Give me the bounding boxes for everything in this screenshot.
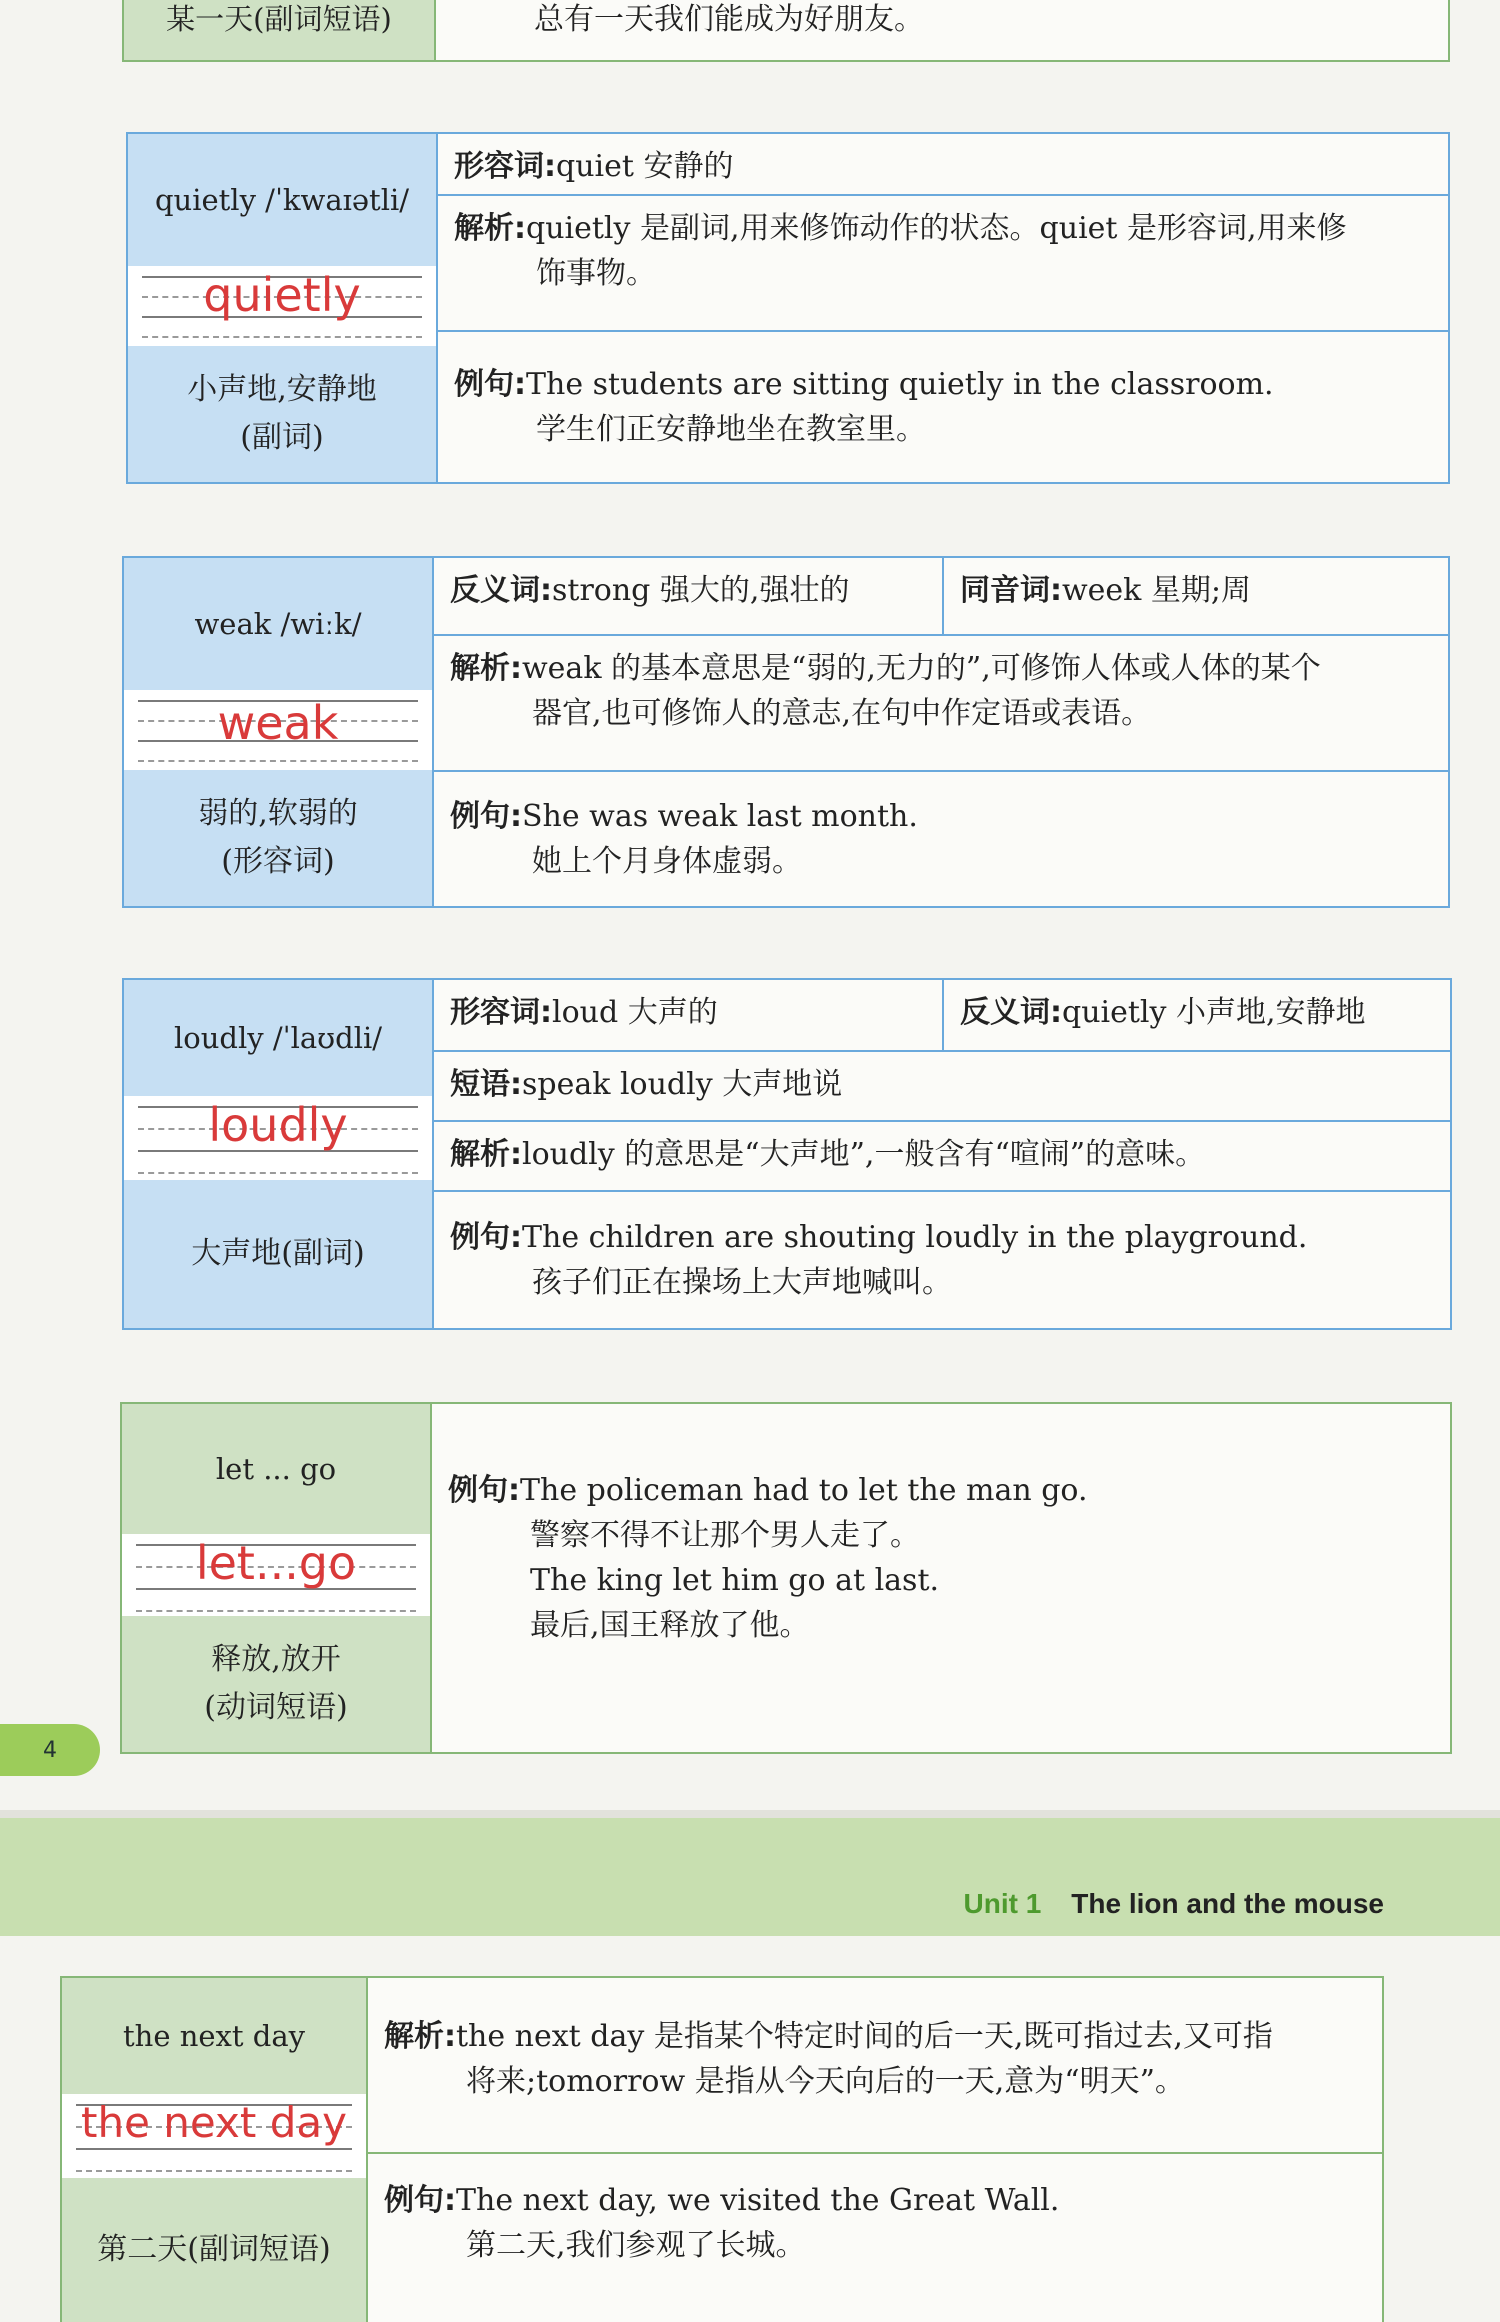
handwriting-lines [128, 266, 436, 346]
entry-the-next-day [60, 1976, 1384, 2322]
page-number: 4 [0, 1724, 100, 1776]
row-example: 例句:The policeman had to let the man go. 警察不得不让那个男人走了。 The king let him go at last. 最后,国王释放了他。 [448, 1473, 1088, 1643]
entry-let-go [120, 1402, 1452, 1754]
handwriting-lines [124, 1096, 432, 1180]
row-analysis: 解析:loudly 的意思是“大声地”,一般含有“喧闹”的意味。 [434, 1122, 1450, 1192]
row-antonym-homophone: 反义词:strong 强大的,强壮的 同音词:week 星期;周 [434, 558, 1448, 636]
entry-weak [122, 556, 1450, 908]
unit-title: The lion and the mouse [1071, 1888, 1384, 1919]
entry-word: loudly /ˈlaʊdli/ [124, 980, 432, 1096]
row-example: 例句:She was weak last month. 她上个月身体虚弱。 [450, 799, 918, 879]
row-analysis: 解析:weak 的基本意思是“弱的,无力的”,可修饰人体或人体的某个 器官,也可修饰人的意志,在句中作定语或表语。 [434, 636, 1448, 772]
row-analysis: 解析:the next day 是指某个特定时间的后一天,既可指过去,又可指 将来;tomorrow 是指从今天向后的一天,意为“明天”。 [368, 1978, 1382, 2154]
fragment-sentence: 总有一天我们能成为好朋友。 [534, 2, 924, 37]
entry-meaning: 释放,放开 (动词短语) [122, 1616, 430, 1752]
entry-quietly [126, 132, 1450, 484]
unit-label: Unit 1 [963, 1888, 1042, 1919]
entry-meaning: 大声地(副词) [124, 1180, 432, 1328]
page-5 [0, 1818, 1500, 2322]
previous-entry-fragment [122, 0, 1450, 62]
page-gutter [0, 1810, 1500, 1818]
entry-meaning: 第二天(副词短语) [62, 2178, 366, 2322]
handwriting-lines [122, 1534, 430, 1616]
entry-word: quietly /ˈkwaɪətli/ [128, 134, 436, 266]
row-adjective: 形容词:quiet 安静的 [438, 134, 1448, 196]
entry-word: weak /wiːk/ [124, 558, 432, 690]
handwritten-word: let...go [195, 1536, 357, 1590]
handwritten-word: quietly [203, 268, 361, 322]
unit-header [964, 1888, 1384, 1920]
entry-loudly [122, 978, 1452, 1330]
entry-meaning: 弱的,软弱的 (形容词) [124, 770, 432, 906]
fragment-meaning: 某一天(副词短语) [166, 2, 392, 36]
handwriting-lines [62, 2094, 366, 2178]
handwriting-lines [124, 690, 432, 770]
entry-word: the next day [62, 1978, 366, 2094]
row-example: 例句:The next day, we visited the Great Wall. 第二天,我们参观了长城。 [384, 2183, 1060, 2263]
row-adjective-antonym: 形容词:loud 大声的 反义词:quietly 小声地,安静地 [434, 980, 1450, 1052]
handwritten-word: weak [217, 696, 339, 750]
handwritten-word: the next day [81, 2098, 347, 2147]
handwritten-word: loudly [208, 1098, 348, 1152]
row-example: 例句:The children are shouting loudly in the playground. 孩子们正在操场上大声地喊叫。 [450, 1220, 1308, 1300]
entry-meaning: 小声地,安静地 (副词) [128, 346, 436, 482]
row-example: 例句:The students are sitting quietly in the classroom. 学生们正安静地坐在教室里。 [454, 367, 1274, 447]
row-analysis: 解析:quietly 是副词,用来修饰动作的状态。quiet 是形容词,用来修 饰事物。 [438, 196, 1448, 332]
row-phrase: 短语:speak loudly 大声地说 [434, 1052, 1450, 1122]
entry-word: let ... go [122, 1404, 430, 1534]
